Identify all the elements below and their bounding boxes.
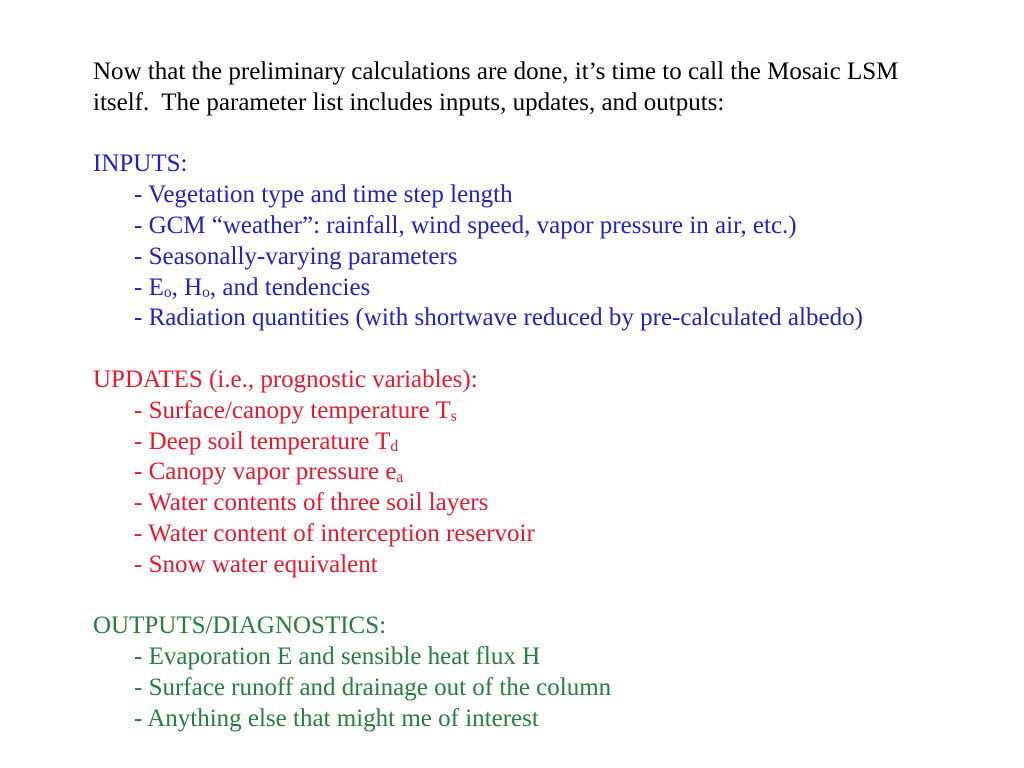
section-items-outputs (93, 642, 898, 734)
list-item: - Vegetation type and time step length (134, 181, 513, 209)
list-item: - Anything else that might me of interest (134, 704, 539, 732)
list-item: - Canopy vapor pressure $e_a$ (134, 458, 404, 487)
list-item: - Deep soil temperature $T_d$ (134, 427, 399, 456)
section-items-inputs (93, 180, 898, 334)
subscript: s (450, 407, 457, 425)
intro-line-2: itself. The parameter list includes inputs, updates, and outputs: (93, 88, 725, 116)
intro-paragraph (93, 57, 898, 119)
list-item: - Surface runoff and drainage out of the column (134, 673, 612, 701)
sections-container (93, 149, 898, 734)
subscript: a (396, 469, 404, 487)
section-heading-outputs: OUTPUTS/DIAGNOSTICS: (93, 612, 387, 640)
section-inputs (93, 149, 898, 334)
intro-line-1: Now that the preliminary calculations are done, it’s time to call the Mosaic LSM (93, 58, 899, 85)
subscript: o (202, 284, 210, 302)
section-heading-inputs: INPUTS: (93, 150, 188, 178)
list-item: - $E_o$, $H_o$, and tendencies (134, 273, 371, 302)
section-outputs (93, 611, 898, 734)
list-item: - Surface/canopy temperature $T_s$ (134, 396, 457, 425)
list-item: - Seasonally-varying parameters (134, 242, 458, 270)
subscript: d (390, 438, 399, 456)
subscript: o (163, 284, 172, 302)
section-updates (93, 365, 898, 581)
list-item: - Water content of interception reservoir (134, 519, 535, 547)
slide-content (93, 57, 898, 735)
section-items-updates (93, 396, 898, 581)
list-item: - Evaporation E and sensible heat flux H (134, 643, 541, 671)
list-item: - Snow water equivalent (134, 550, 378, 578)
list-item: - GCM “weather”: rainfall, wind speed, vapor pressure in air, etc.) (134, 211, 797, 239)
list-item: - Radiation quantities (with shortwave reduced by pre-calculated albedo) (134, 304, 863, 332)
list-item: - Water contents of three soil layers (134, 489, 489, 517)
section-heading-updates: UPDATES (i.e., prognostic variables): (93, 365, 478, 393)
